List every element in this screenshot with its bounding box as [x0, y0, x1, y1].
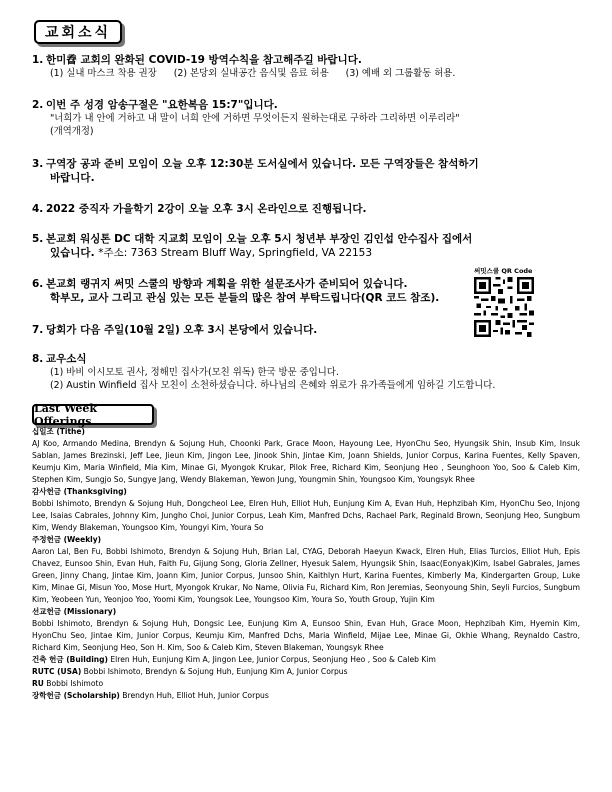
offering-head: RU	[32, 679, 44, 688]
offering-names: Bobbi Ishimoto, Brendyn & Sojung Huh, Dongcheol Lee, Elren Huh, Elliot Huh, Eunjung Kim A, Evan Huh, Hephzibah Kim, HyonChu Seo, Injong Lee, Isaias Cabrales, Johnny Kim, Jungho Choi, Junior Corpus, Leah Kim, Manfred Dchs, Rachael Park, Reginald Brown, Seonjung Heo, Sungbum Kim, Wendy Blakeman, Youngsoo Kim, Youngyi Kim, Youra So	[32, 499, 580, 532]
offering-group-weekly	[32, 534, 580, 606]
item-number: 8.	[32, 353, 44, 365]
announcement-5	[32, 232, 572, 260]
offering-head: 선교헌금 (Missionary)	[32, 607, 117, 616]
bible-version: (개역개정)	[50, 126, 94, 137]
offering-group-thanksgiving	[32, 486, 580, 534]
member-news-1: (1) 바비 이시모토 권사, 정해민 집사가(모친 위독) 한국 방문 중입니다.	[50, 367, 339, 378]
offering-names: Brendyn Huh, Elliot Huh, Junior Corpus	[122, 691, 269, 700]
offering-head: RUTC (USA)	[32, 667, 82, 676]
offering-names: Aaron Lal, Ben Fu, Bobbi Ishimoto, Brendyn & Sojung Huh, Brian Lal, CYAG, Deborah Haeyun Kwack, Elren Huh, Elias Turcios, Elliot Huh, Epis Chavez, Eunsoo Shin, Evan Huh, Faith Fu, Gijung Song, Gloria Zellner, Hyesuk Salem, Hyungsik Shin, Isaac(Eonyak)Kim, Isabel Gabrales, James Green, Jinny Chang, Jintae Kim, Joann Kim, Junior Corpus, Junsoo Shin, Kaithlyn Hurt, Karina Fuentes, Kimberly Ma, Kindergarten Group, Luke Kim, Minae Gi, Misun Yoo, Mose Hurt, Myongok Krukar, No Name, Olivia Fu, Richard Kim, Ron Jeremias, Seonyoung Shin, Seyli Furcios, Sungbum Kim, Yeobeen Yun, Yeonjoo Yoo, Yoomi Kim, Youngsok Lee, Youngsoo Kim, Youra So, Youth Group, Yujin Kim	[32, 547, 580, 604]
item-text: 이번 주 성경 암송구절은 "요한복음 15:7"입니다.	[46, 99, 278, 111]
item-text-cont: 바랍니다.	[50, 172, 95, 184]
option-2: (2) 본당외 실내공간 음식및 음료 허용	[173, 68, 329, 79]
item-text: 한미孴 교회의 완화된 COVID-19 방역수칙을 참고해주길 바랍니다.	[46, 54, 362, 66]
item-text: 구역장 공과 준비 모임이 오늘 오후 12:30분 도서실에서 있습니다. 모든 구역장들은 참석하기	[46, 158, 479, 170]
offerings-header-box	[32, 401, 154, 428]
offering-names: Bobbi Ishimoto, Brendyn & Sojung Huh, Eunjung Kim A, Junior Corpus	[83, 667, 348, 676]
bible-verse-quote: "너희가 내 안에 거하고 내 말이 너희 안에 거하면 무엇이든지 원하는대로 구하라 그리하면 이루리라"	[50, 113, 460, 124]
item-number: 6.	[32, 278, 44, 290]
item-text: 당회가 다음 주일(10월 2일) 오후 3시 본당에서 있습니다.	[46, 324, 318, 336]
item-number: 7.	[32, 324, 44, 336]
offering-group-missionary	[32, 606, 580, 654]
section-header-box	[34, 20, 122, 44]
offerings-title: Last Week Offerings	[34, 401, 98, 428]
item-number: 1.	[32, 54, 44, 66]
offering-names: AJ Koo, Armando Medina, Brendyn & Sojung Huh, Choonki Park, Grace Moon, Hayoung Lee, HyonChu Seo, Hyungsik Shin, Insub Kim, Insuk Sablan, James Brezinski, Jeff Lee, Jieun Kim, Jingon Lee, Jinook Shin, Jintae Kim, Joann Shields, Junior Corpus, Karina Fuentes, Kelly Spaven, Keumju Kim, Maria Winfield, Mia Kim, Minae Gi, Myongok Krukar, Pilok Free, Richard Kim, Seonjung Heo , Seunghoon Yoo, Soo & Caleb Kim, Stephen Kim, Sungjo So, Sungye Jang, Wendy Blakeman, Yewon Jung, Youngmin Shin, Youngsoo Kim, Youngsyk Rhee	[32, 439, 580, 484]
offering-head: 장학헌금 (Scholarship)	[32, 691, 120, 700]
item-number: 5.	[32, 233, 44, 245]
qr-label: 써밋스쿨 QR Code	[474, 267, 533, 275]
section-title: 교회소식	[44, 25, 112, 41]
option-1: (1) 실내 마스크 착용 권장	[50, 68, 157, 79]
item-text: 본교회 워싱톤 DC 대학 지교회 모임이 오늘 오후 5시 청년부 부장인 김인섭 안수집사 집에서	[46, 233, 473, 245]
item-number: 2.	[32, 99, 44, 111]
offering-group-tithe	[32, 426, 580, 486]
offering-head: 주정헌금 (Weekly)	[32, 535, 102, 544]
announcement-1	[32, 53, 572, 80]
address: *주소: 7363 Stream Bluff Way, Springfield, VA 22153	[98, 247, 373, 259]
announcement-4	[32, 202, 572, 216]
offering-line-rutc	[32, 666, 580, 678]
option-3: (3) 예배 외 그룹활동 허용.	[345, 68, 456, 79]
covid-options	[32, 67, 572, 80]
item-text: 교우소식	[46, 353, 87, 365]
announcement-8	[32, 352, 572, 392]
offering-head: 건축 헌금 (Building)	[32, 655, 108, 664]
announcement-6	[32, 277, 572, 305]
offering-names: Elren Huh, Eunjung Kim A, Jingon Lee, Junior Corpus, Seonjung Heo , Soo & Caleb Kim	[110, 655, 436, 664]
item-number: 4.	[32, 203, 44, 215]
offering-names: Bobbi Ishimoto	[46, 679, 104, 688]
item-text: 2022 중직자 가을학기 2강이 오늘 오후 3시 온라인으로 진행됩니다.	[46, 203, 367, 215]
item-number: 3.	[32, 158, 44, 170]
offering-head: 감사헌금 (Thanksgiving)	[32, 487, 127, 496]
offering-names: Bobbi Ishimoto, Brendyn & Sojung Huh, Dongsic Lee, Eunjung Kim A, Eunsoo Shin, Evan Huh, Grace Moon, Hephzibah Kim, Hyemin Kim, HyonChu Seo, Jintae Kim, Junior Corpus, Keumju Kim, Manfred Dchs, Maria Winfield, Mijae Lee, Minae Gi, Okhie Whang, Reynaldo Castro, Richard Kim, Seonjung Heo, Son H. Kim, Soo & Caleb Kim, Steven Blakeman, Youngsyk Rhee	[32, 619, 580, 652]
offering-line-building	[32, 654, 580, 666]
offering-head: 십일조 (Tithe)	[32, 427, 85, 436]
item-text: 본교회 랭귀지 써밋 스쿨의 방향과 계획을 위한 설문조사가 준비되어 있습니다.	[46, 278, 408, 290]
offering-line-scholarship	[32, 690, 580, 702]
announcement-2	[32, 98, 572, 138]
offerings-list	[32, 426, 580, 702]
item-text-cont: 있습니다.	[50, 247, 95, 259]
offering-line-ru	[32, 678, 580, 690]
item-text-cont: 학부모, 교사 그리고 관심 있는 모든 분들의 많은 참여 부탁드립니다(QR 코드 참조).	[50, 292, 440, 304]
announcement-3	[32, 157, 572, 185]
member-news-2: (2) Austin Winfield 집사 모친이 소천하셨습니다. 하나님의 은혜와 위로가 유가족들에게 임하길 기도합니다.	[50, 380, 496, 391]
announcement-7	[32, 323, 572, 337]
